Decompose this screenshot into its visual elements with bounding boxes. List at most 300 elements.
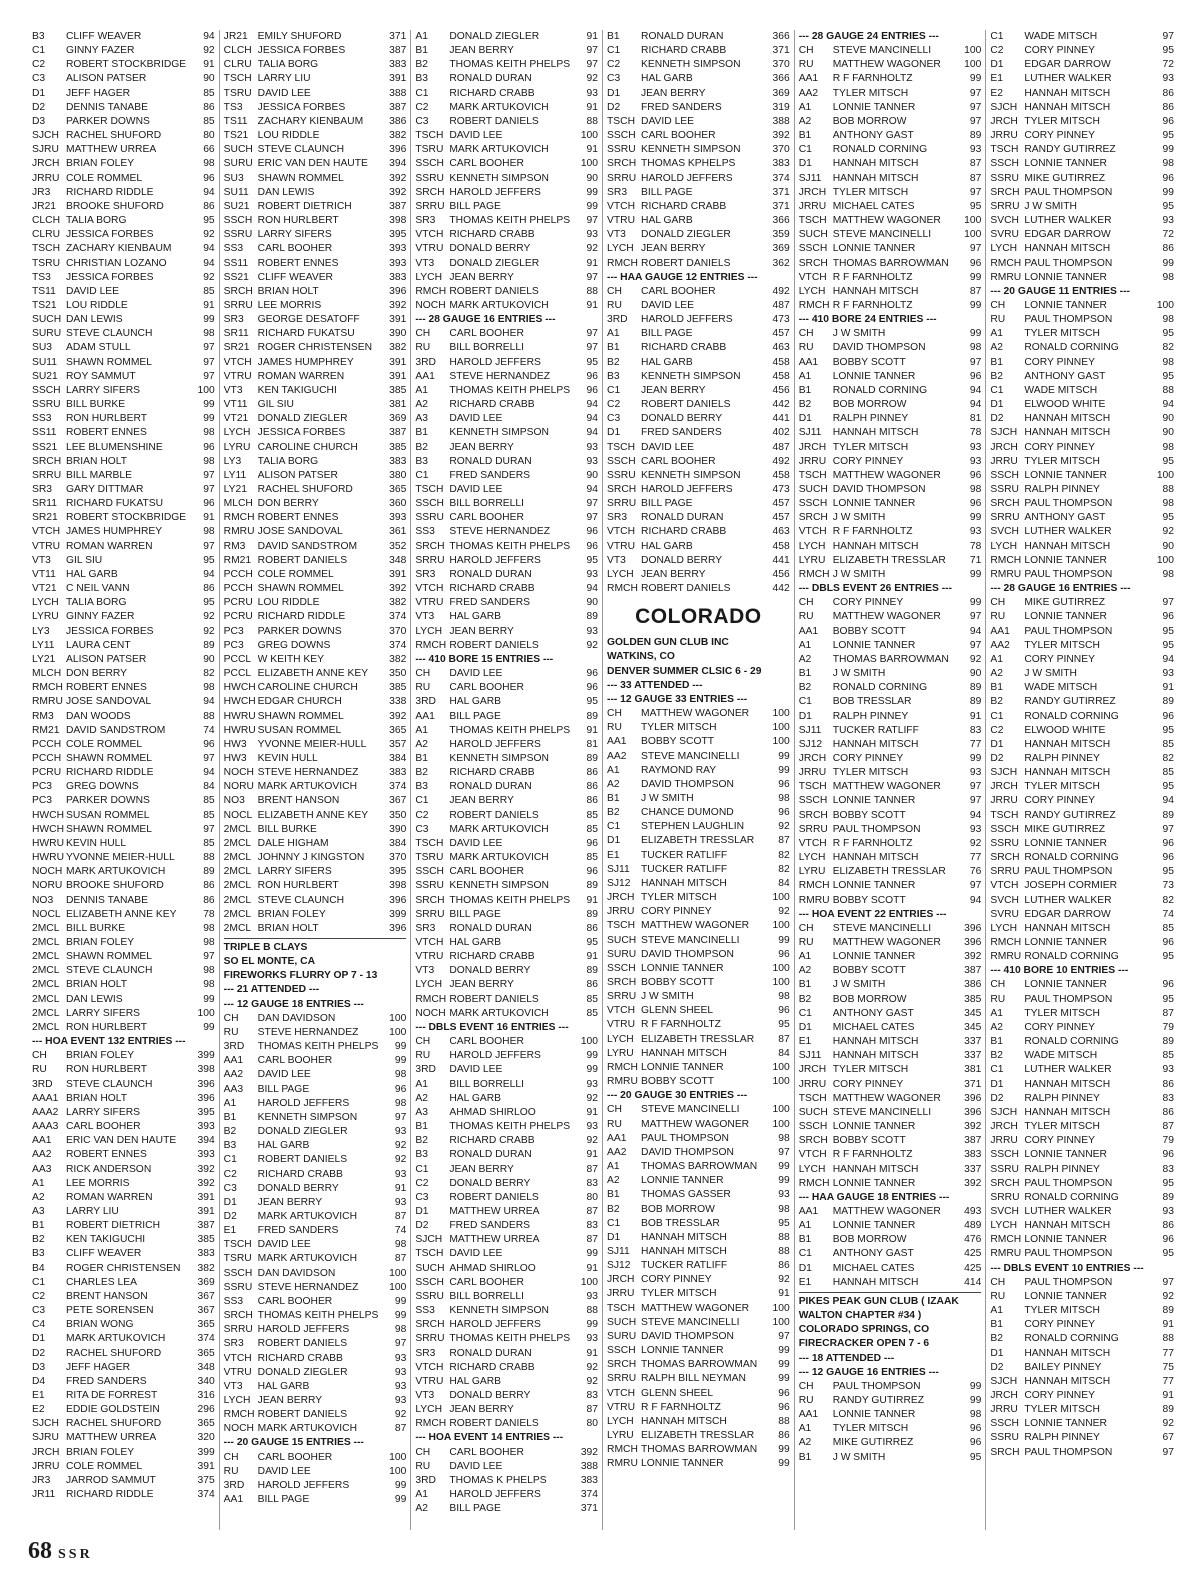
shooter-name: BOB MORROW [832, 993, 907, 1005]
score: 98 [1162, 158, 1175, 170]
result-row [607, 1245, 790, 1259]
class-code: D2 [415, 1220, 429, 1232]
result-row [32, 653, 215, 667]
shooter-name: STEVE HERNANDEZ [257, 1026, 359, 1038]
class-code: B2 [415, 59, 428, 71]
shooter-name: TYLER MITSCH [641, 1288, 717, 1300]
result-row [415, 568, 598, 582]
result-row [32, 72, 215, 86]
class-code: AA1 [607, 736, 627, 748]
shooter-name: J W SMITH [1024, 200, 1077, 212]
class-code: B3 [415, 73, 428, 85]
class-code: RMRU [32, 696, 63, 708]
shooter-name: BILL PAGE [449, 710, 501, 722]
result-row [32, 1134, 215, 1148]
result-row [224, 214, 407, 228]
class-code: TSCH [32, 243, 61, 255]
score: 96 [1162, 1234, 1175, 1246]
class-code: LY21 [223, 484, 247, 495]
score: 100 [389, 1281, 407, 1293]
shooter-name: LUTHER WALKER [1024, 215, 1112, 227]
result-row [32, 879, 215, 893]
shooter-name: RON HURLBERT [257, 215, 339, 227]
class-code: RU [415, 1050, 431, 1062]
class-code: LYCH [415, 271, 443, 283]
result-row [799, 554, 982, 568]
result-row [990, 1389, 1174, 1403]
class-code: TSCH [798, 781, 827, 793]
result-row [607, 30, 790, 44]
class-code: D2 [32, 101, 46, 113]
result-row [990, 1304, 1174, 1318]
score: 100 [964, 45, 982, 57]
shooter-name: BRIAN HOLT [66, 1092, 128, 1104]
score: 96 [778, 1401, 790, 1413]
score: 99 [969, 328, 982, 340]
score: 375 [197, 1474, 215, 1486]
shooter-name: MATTHEW WAGONER [641, 920, 750, 932]
shooter-name: THOMAS BARROWMAN [832, 257, 949, 269]
shooter-name: MATTHEW WAGONER [832, 781, 941, 793]
score: 383 [389, 455, 407, 467]
class-code: B1 [990, 356, 1003, 368]
result-row [990, 44, 1174, 58]
shooter-name: PAUL THOMPSON [1024, 186, 1113, 198]
shooter-name: DONALD BERRY [257, 1182, 339, 1194]
shooter-name: RICHARD CRABB [641, 342, 727, 354]
score: 89 [203, 639, 215, 651]
shooter-name: LARRY SIFERS [257, 866, 332, 878]
score: 391 [197, 1205, 215, 1217]
shooter-name: STEVE CLAUNCH [66, 1078, 153, 1090]
score: 81 [969, 413, 982, 425]
class-code: SR21 [32, 512, 58, 524]
shooter-name: HAROLD JEFFERS [641, 484, 733, 495]
result-row [224, 1040, 407, 1054]
result-row [415, 1347, 598, 1361]
result-row [799, 72, 982, 86]
score: 100 [772, 1076, 790, 1088]
score: 402 [772, 427, 790, 439]
class-code: PC3 [223, 625, 244, 637]
class-code: RMCH [415, 993, 447, 1005]
class-code: C1 [415, 1163, 429, 1175]
class-code: B2 [607, 807, 620, 819]
shooter-name: TYLER MITSCH [1024, 455, 1100, 467]
shooter-name: CHARLES LEA [66, 1276, 137, 1288]
result-row [799, 1063, 982, 1077]
result-row [990, 1446, 1174, 1460]
result-row [415, 327, 598, 341]
score: 463 [772, 526, 790, 538]
score: 392 [772, 130, 790, 142]
class-code: JRCH [798, 1064, 827, 1076]
score: 337 [964, 1036, 982, 1048]
class-code: JRCH [990, 1390, 1018, 1401]
score: 395 [197, 1106, 215, 1118]
result-row [224, 1352, 407, 1366]
class-code: A2 [607, 778, 620, 790]
result-row [32, 172, 215, 186]
shooter-name: RICHARD CRABB [257, 1168, 343, 1180]
class-code: B1 [798, 1234, 812, 1246]
class-code: SJCH [990, 1106, 1018, 1118]
shooter-name: HAROLD JEFFERS [449, 1319, 541, 1331]
result-row [224, 922, 407, 936]
shooter-name: STEVE HERNANDEZ [449, 370, 551, 382]
score: 393 [197, 1121, 215, 1133]
shooter-name: AHMAD SHIRLOO [449, 1106, 536, 1118]
score: 371 [580, 1503, 599, 1515]
score: 92 [1162, 1418, 1175, 1430]
result-row [799, 625, 982, 639]
class-code: RU [798, 937, 814, 948]
score: 90 [586, 597, 599, 609]
score: 97 [203, 342, 215, 354]
result-row [32, 1247, 215, 1261]
shooter-name: LONNIE TANNER [832, 1409, 916, 1421]
shooter-name: DONALD BERRY [449, 1390, 531, 1401]
result-row [415, 993, 598, 1007]
score: 93 [586, 87, 599, 99]
class-code: E1 [223, 1225, 237, 1237]
score: 392 [964, 951, 982, 963]
score: 100 [389, 1026, 407, 1038]
class-code: C1 [32, 45, 46, 57]
shooter-name: DONALD ZIEGLER [257, 413, 348, 425]
result-row [799, 978, 982, 992]
result-row [32, 1389, 215, 1403]
shooter-name: HANNAH MITSCH [1024, 413, 1111, 425]
score: 99 [969, 752, 982, 764]
section-divider [799, 1292, 982, 1293]
score: 320 [197, 1432, 215, 1444]
class-code: SR3 [415, 922, 436, 934]
class-code: SRCH [607, 1359, 637, 1371]
score: 91 [586, 299, 599, 311]
shooter-name: CORY PINNEY [1024, 653, 1095, 665]
class-code: SR3 [32, 484, 53, 495]
result-row [607, 101, 790, 115]
score: 369 [772, 87, 790, 99]
score: 87 [969, 285, 982, 297]
class-code: CH [415, 1036, 431, 1048]
class-code: RU [607, 299, 622, 311]
score: 96 [586, 682, 599, 694]
score: 86 [203, 101, 215, 113]
result-row [607, 313, 790, 327]
result-row [799, 738, 982, 752]
result-row [990, 993, 1174, 1007]
shooter-name: J W SMITH [1024, 668, 1077, 680]
shooter-name: LONNIE TANNER [832, 243, 916, 255]
class-code: SRRU [415, 1333, 445, 1345]
shooter-name: EMILY SHUFORD [257, 31, 342, 42]
shooter-name: CARL BOOHER [449, 1276, 524, 1288]
shooter-name: GIL SIU [66, 554, 103, 566]
score: 95 [1162, 1177, 1175, 1189]
result-row [990, 370, 1174, 384]
score: 476 [964, 1234, 982, 1246]
score: 85 [1162, 922, 1175, 934]
score: 93 [969, 144, 982, 156]
shooter-name: LARRY SIFERS [66, 1007, 141, 1019]
shooter-name: BRENT HANSON [66, 1290, 148, 1302]
score: 456 [772, 568, 790, 580]
score: 99 [778, 1345, 790, 1357]
shooter-name: KEN TAKIGUCHI [66, 1234, 146, 1246]
shooter-name: CARL BOOHER [641, 455, 716, 467]
class-code: B2 [990, 1333, 1003, 1345]
result-row [415, 101, 598, 115]
score: 387 [389, 427, 407, 439]
class-code: VTCH [798, 271, 827, 283]
event-header: --- 33 ATTENDED --- [607, 679, 703, 691]
shooter-name: WADE MITSCH [1024, 384, 1098, 396]
score: 370 [389, 625, 407, 637]
shooter-name: LARRY SIFERS [257, 229, 332, 241]
result-row [990, 794, 1174, 808]
class-code: SRRU [798, 823, 828, 835]
score: 93 [778, 1189, 790, 1201]
class-code: TSCH [798, 215, 827, 227]
score: 86 [586, 767, 599, 779]
shooter-name: SUSAN ROMMEL [66, 809, 150, 821]
score: 94 [203, 568, 215, 580]
shooter-name: GLENN SHEEL [641, 1387, 714, 1399]
result-row [224, 625, 407, 639]
score: 98 [778, 991, 790, 1003]
shooter-name: BRIAN FOLEY [66, 1050, 135, 1062]
shooter-name: BILL BORRELLI [449, 498, 524, 510]
result-row [607, 285, 790, 299]
shooter-name: BRENT HANSON [257, 795, 340, 807]
publication-name: SSR [58, 1547, 93, 1562]
result-row [799, 1106, 982, 1120]
shooter-name: RANDY GUTIRREZ [1024, 144, 1116, 156]
class-code: SS21 [223, 271, 249, 283]
result-row [607, 370, 790, 384]
result-row [224, 129, 407, 143]
result-row [415, 257, 598, 271]
score: 99 [778, 1359, 790, 1371]
class-code: AA1 [798, 356, 819, 368]
result-row [224, 794, 407, 808]
result-row [32, 525, 215, 539]
shooter-name: CORY PINNEY [1024, 1135, 1095, 1147]
class-code: SSRU [990, 1163, 1019, 1175]
class-code: B3 [223, 1140, 237, 1152]
class-code: CH [798, 922, 814, 934]
shooter-name: SHAWN ROMMEL [66, 752, 152, 764]
class-code: RMRU [223, 526, 255, 538]
score: 99 [394, 1494, 407, 1506]
result-row [32, 1431, 215, 1445]
shooter-name: LONNIE TANNER [1024, 611, 1107, 623]
class-code: NOCL [32, 908, 61, 920]
class-code: A1 [990, 328, 1003, 340]
class-code: JRRU [607, 1288, 635, 1300]
score: 396 [964, 922, 982, 934]
shooter-name: KEVIN HULL [66, 837, 127, 849]
shooter-name: RICHARD RIDDLE [257, 611, 346, 623]
shooter-name: BOB MORROW [832, 115, 907, 127]
score: 392 [389, 172, 407, 184]
shooter-name: LONNIE TANNER [641, 1458, 724, 1470]
score: 374 [772, 172, 790, 184]
class-code: CLCH [223, 45, 252, 57]
result-row [415, 596, 598, 610]
shooter-name: ROGER CHRISTENSEN [257, 342, 373, 354]
shooter-name: DAVID LEE [257, 87, 311, 99]
score: 90 [1162, 427, 1175, 439]
class-code: VT3 [223, 384, 243, 396]
class-code: PC3 [223, 639, 244, 651]
score: 95 [203, 554, 215, 566]
result-row [799, 370, 982, 384]
shooter-name: CORY PINNEY [832, 455, 904, 467]
result-row [799, 851, 982, 865]
shooter-name: HANNAH MITSCH [1024, 1220, 1111, 1232]
shooter-name: MATTHEW WAGONER [832, 59, 941, 71]
result-row [224, 1097, 407, 1111]
score: 348 [389, 554, 407, 566]
score: 90 [969, 668, 982, 680]
class-code: E1 [32, 1390, 45, 1401]
class-code: LYCH [798, 285, 826, 297]
score: 369 [389, 413, 407, 425]
shooter-name: ANTHONY GAST [1024, 370, 1106, 382]
score: 84 [778, 877, 790, 889]
shooter-name: FRED SANDERS [449, 597, 531, 609]
score: 385 [389, 384, 407, 396]
class-code: LYCH [990, 243, 1018, 255]
score: 87 [1162, 1007, 1175, 1019]
class-code: SRCH [798, 1135, 828, 1147]
shooter-name: DAVID LEE [449, 130, 503, 142]
result-row [32, 837, 215, 851]
result-row [607, 1174, 790, 1188]
class-code: B2 [32, 1234, 45, 1246]
class-code: C2 [223, 1168, 237, 1180]
class-code: SRCH [415, 1319, 445, 1331]
result-row [32, 766, 215, 780]
shooter-name: LONNIE TANNER [1024, 1234, 1107, 1246]
shooter-name: BOBBY SCOTT [832, 965, 906, 977]
class-code: AA1 [798, 1205, 819, 1217]
score: 92 [394, 1140, 407, 1152]
result-row [224, 483, 407, 497]
score: 392 [389, 583, 407, 595]
score: 92 [1162, 526, 1175, 538]
class-code: SSCH [32, 384, 61, 396]
result-row [799, 384, 982, 398]
class-code: SUCH [32, 314, 62, 326]
shooter-name: RACHEL SHUFORD [66, 1418, 162, 1430]
shooter-name: TYLER MITSCH [832, 1064, 909, 1076]
result-row [607, 1033, 790, 1047]
class-code: D1 [990, 59, 1004, 71]
result-row [607, 58, 790, 72]
score: 99 [1162, 144, 1175, 156]
score: 340 [197, 1375, 215, 1387]
class-code: SRRU [223, 299, 253, 311]
result-row [224, 752, 407, 766]
result-row [607, 441, 790, 455]
event-header: --- 18 ATTENDED --- [798, 1352, 895, 1364]
result-row [32, 341, 215, 355]
result-row [224, 157, 407, 171]
result-row [799, 497, 982, 511]
result-row [224, 1380, 407, 1394]
shooter-name: HANNAH MITSCH [641, 1047, 727, 1059]
score: 98 [203, 158, 215, 170]
score: 387 [197, 1220, 215, 1232]
result-row [607, 242, 790, 256]
event-header: --- 28 GAUGE 24 ENTRIES --- [798, 31, 939, 42]
score: 493 [964, 1205, 982, 1217]
result-row [607, 1330, 790, 1344]
shooter-name: LOU RIDDLE [257, 130, 320, 142]
score: 93 [969, 455, 982, 467]
result-row [990, 398, 1174, 412]
score: 97 [203, 469, 215, 481]
class-code: 3RD [32, 1078, 53, 1090]
score: 86 [203, 200, 215, 212]
class-code: PCCH [223, 583, 253, 595]
score: 99 [778, 1175, 790, 1187]
result-row [224, 426, 407, 440]
result-row [990, 525, 1174, 539]
score: 93 [586, 1333, 599, 1345]
score: 99 [969, 73, 982, 85]
score: 93 [1162, 1064, 1175, 1076]
score: 458 [772, 370, 790, 382]
class-code: RMCH [798, 880, 830, 892]
class-code: RMCH [607, 1061, 638, 1073]
result-row [990, 837, 1174, 851]
score: 374 [197, 1333, 215, 1345]
result-row [607, 735, 790, 749]
score: 94 [203, 257, 215, 269]
event-header: --- HOA EVENT 14 ENTRIES --- [415, 1432, 564, 1444]
shooter-name: CHANCE DUMOND [641, 807, 734, 819]
class-code: B2 [415, 441, 428, 453]
result-row [799, 809, 982, 823]
shooter-name: DAVID THOMPSON [832, 342, 926, 354]
result-row [607, 72, 790, 86]
shooter-name: MATTHEW URREA [66, 144, 157, 156]
score: 96 [203, 738, 215, 750]
class-code: 3RD [415, 356, 436, 368]
score: 93 [1162, 1205, 1175, 1217]
class-code: SJ12 [607, 877, 631, 889]
shooter-name: ROBERT DANIELS [641, 399, 731, 411]
shooter-name: MARK ARTUKOVICH [449, 101, 549, 113]
class-code: VTCH [798, 1149, 827, 1161]
score: 91 [203, 299, 215, 311]
class-code: D1 [32, 1333, 46, 1345]
score: 95 [203, 215, 215, 227]
result-row [607, 1457, 790, 1471]
result-row [415, 200, 598, 214]
shooter-name: TYLER MITSCH [1024, 1305, 1100, 1317]
event-header: --- 20 GAUGE 11 ENTRIES --- [990, 285, 1130, 297]
result-row [224, 384, 407, 398]
result-row [32, 1007, 215, 1021]
score: 78 [969, 427, 982, 439]
result-row [799, 426, 982, 440]
